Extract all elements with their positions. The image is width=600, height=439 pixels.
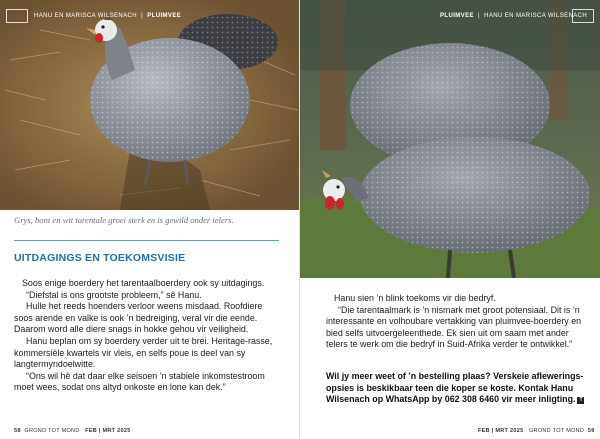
caption-divider: [14, 240, 279, 241]
running-head-section: PLUIMVEE: [147, 13, 182, 19]
running-head-author: HANU EN MARISCA WILSENACH: [484, 13, 588, 19]
right-page: [300, 0, 600, 439]
running-head: PLUIMVEE | HANU EN MARISCA WILSENACH: [440, 13, 588, 19]
page-footer-left: [14, 428, 131, 434]
paragraph: “Die tarentaalmark is ’n nismark met groot potensiaal. Dit is ’n interessante en volhoubare vertakking van pluimvee-boerdery en bied selfs uitvoergeleenthede. Ek sien uit om saam met ander telers te werk om die bedryf in Suid-Afrika verder te ontwikkel.”: [326, 304, 582, 350]
footer-issue: FEB | MRT 2025: [85, 428, 131, 434]
page-number: 58: [14, 428, 21, 434]
guineafowl-photo-right: [300, 0, 600, 278]
body-text-left: [14, 278, 282, 394]
running-head: HANU EN MARISCA WILSENACH | PLUIMVEE: [34, 13, 182, 19]
paragraph: Hanu sien ’n blink toekoms vir die bedryf.: [334, 293, 496, 303]
magazine-logo: [6, 9, 28, 23]
contact-callout: [326, 371, 596, 406]
guineafowl-photo-left: [0, 0, 300, 210]
page-number: 59: [587, 428, 595, 434]
section-heading: UITDAGINGS EN TOEKOMSVISIE: [14, 252, 186, 264]
contact-text: Wil jy meer weet of ’n bestelling plaas? Verskeie aflewerings-opsies is beskikbaar teen die koper se koste. Kontak Hanu Wilsenach op WhatsApp by 062 308 6460 vir meer inligting.: [326, 371, 584, 405]
paragraph: “Ons wil hê dat daar elke seisoen ’n stabiele inkomstestroom moet wees, sodat ons altyd onkoste en lone kan dek.”: [14, 370, 265, 393]
paragraph: Hanu beplan om sy boerdery verder uit te brei. Heritage-rasse, kommersiële kwartels vir vleis, en selfs poue is deel van sy langtermyndoelwitte.: [14, 335, 273, 370]
footer-magazine: GROND TOT MOND: [528, 428, 585, 434]
running-head-author: HANU EN MARISCA WILSENACH: [34, 13, 138, 19]
body-text-right: [326, 293, 590, 351]
paragraph: “Diefstal is ons grootste probleem,” sê Hanu.: [26, 289, 202, 300]
running-head-section: PLUIMVEE: [440, 13, 474, 19]
magazine-logo: [572, 9, 594, 23]
footer-magazine: GROND TOT MOND: [24, 428, 80, 434]
page-footer-right: [478, 428, 595, 434]
paragraph: Hulle het reeds hoenders verloor weens misdaad. Roofdiere soos arende en valke is ook ’n bedreiging, veral vir die eende. Daarom word alle diere snags in hokke gehou vir veiligheid.: [14, 301, 263, 335]
end-of-article-mark: T: [579, 397, 583, 404]
photo-caption: Grys, bont en wit tarentale groei sterk en is gewild onder telers.: [14, 215, 234, 225]
footer-issue: FEB | MRT 2025: [478, 428, 524, 434]
paragraph: Soos enige boerdery het tarentaalboerdery ook sy uitdagings.: [22, 278, 265, 288]
